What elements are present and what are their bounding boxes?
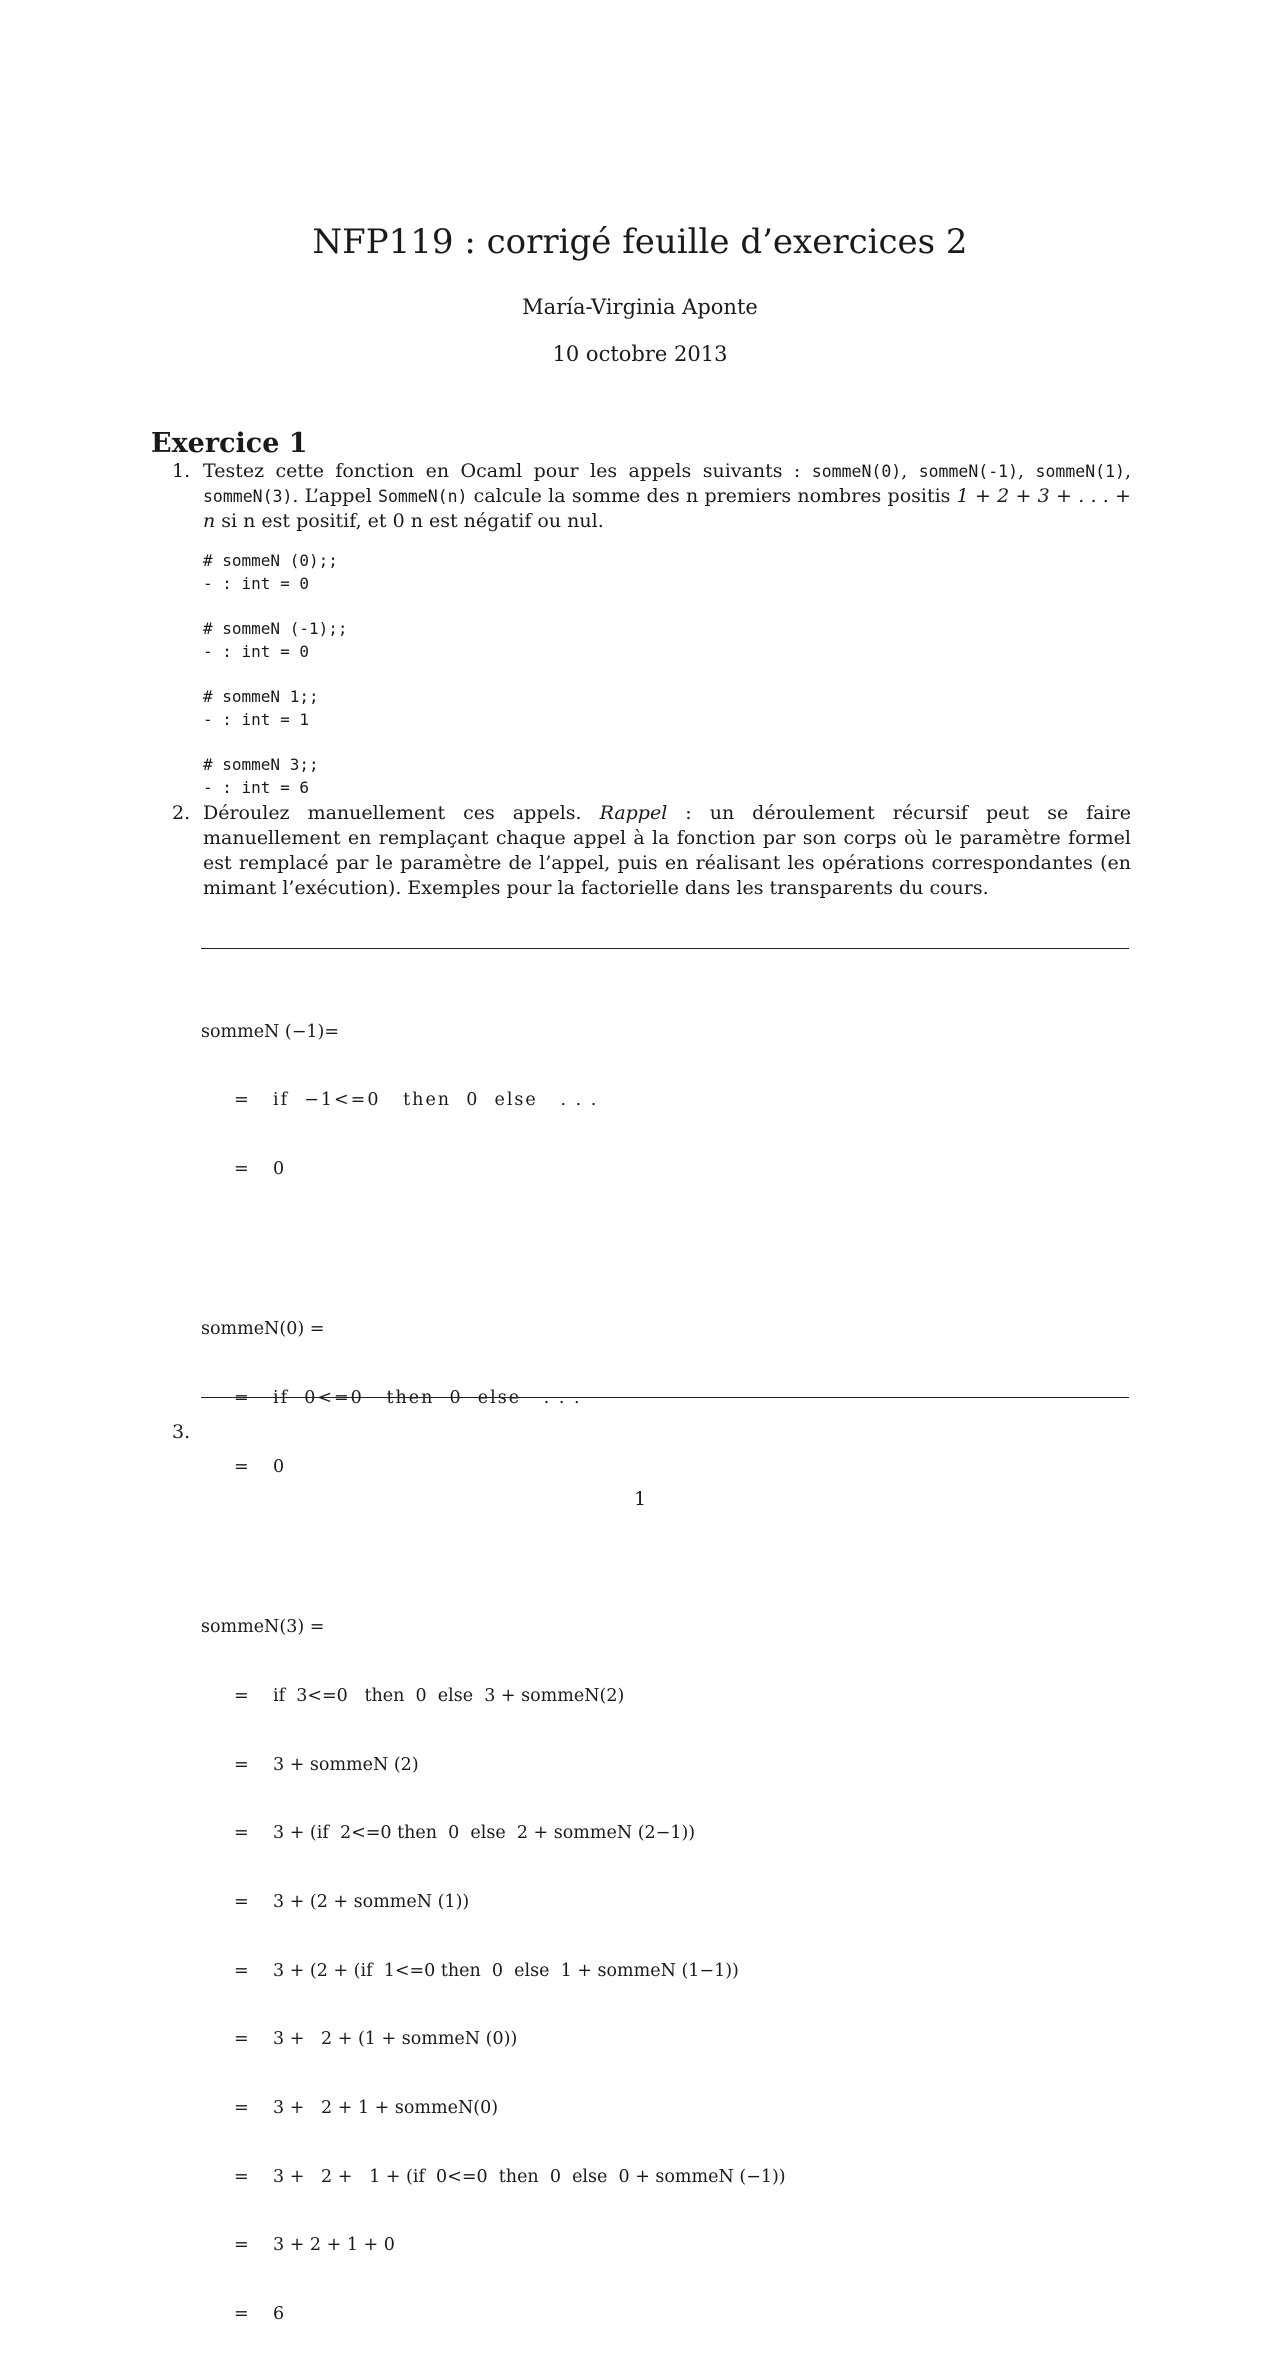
sep: , [901, 460, 919, 482]
equals-sign: = [234, 1891, 249, 1912]
bottom-rule [201, 1397, 1129, 1398]
code-inline: sommeN(3) [203, 487, 293, 506]
sep: , [1124, 460, 1131, 482]
equals-sign: = [234, 1960, 249, 1981]
question-text [203, 801, 1131, 901]
text: Testez cette fonction en Ocaml pour les appels suivants : [203, 460, 812, 482]
listing-line: if −1<=0 then 0 else . . . [273, 1090, 599, 1111]
section-heading: Exercice 1 [151, 428, 308, 459]
derivation-listing [201, 952, 1129, 2372]
code-line: # sommeN (0);; [203, 551, 338, 570]
listing-line: 3 + 2 + 1 + 0 [273, 2235, 395, 2256]
equals-sign: = [234, 1456, 249, 1477]
listing-line: 3 + (2 + (if 1<=0 then 0 else 1 + sommeN (1−1)) [273, 1960, 739, 1981]
code-line: - : int = 0 [203, 641, 309, 661]
listing-line: 0 [273, 1159, 285, 1180]
code-line: # sommeN 1;; [203, 687, 319, 706]
code-line: # sommeN 3;; [203, 755, 319, 774]
code-line: - : int = 0 [203, 573, 309, 593]
question-number: 2. [172, 802, 191, 824]
sep: , [1018, 460, 1036, 482]
equals-sign: = [234, 2098, 249, 2119]
author: María-Virginia Aponte [522, 295, 758, 319]
text: calcule la somme des n premiers nombres positis [467, 485, 957, 507]
equals-sign: = [234, 1388, 249, 1409]
top-rule [201, 948, 1129, 949]
math-expression: 1 + 2 + 3 + . . . + n [203, 485, 1131, 532]
listing-line: 3 + (if 2<=0 then 0 else 2 + sommeN (2−1)) [273, 1823, 696, 1844]
code-line: # sommeN (-1);; [203, 619, 348, 638]
code-inline: sommeN(-1) [918, 462, 1019, 481]
question-number: 3. [172, 1421, 191, 1443]
equals-sign: = [234, 2304, 249, 2325]
listing-head: sommeN(3) = [201, 1617, 325, 1638]
text: L’appel [304, 485, 379, 507]
emphasis: Rappel [599, 802, 668, 824]
toplevel-session-1 [203, 550, 338, 595]
listing-line: 3 + 2 + 1 + sommeN(0) [273, 2098, 499, 2119]
toplevel-session-4 [203, 754, 319, 799]
text: Déroulez manuellement ces appels. [203, 802, 600, 824]
listing-head: sommeN (−1)= [201, 1021, 340, 1042]
equals-sign: = [234, 1685, 249, 1706]
code-line: - : int = 6 [203, 777, 309, 797]
equals-sign: = [234, 1754, 249, 1775]
toplevel-session-2 [203, 618, 348, 663]
toplevel-session-3 [203, 686, 319, 731]
listing-line: if 3<=0 then 0 else 3 + sommeN(2) [273, 1685, 625, 1706]
text: : un déroulement récursif peut se faire manuellement en remplaçant chaque appel à la fonction par son corps où le paramètre formel est remplacé par le paramètre de l’appel, puis en réalisant les opérations correspondantes (en mimant l’exécution). Exemples pour la factorielle dans les transparents du cours. [203, 802, 1131, 899]
code-inline: sommeN(0) [811, 462, 902, 481]
date: 10 octobre 2013 [552, 342, 728, 366]
listing-line: 3 + 2 + (1 + sommeN (0)) [273, 2029, 518, 2050]
code-line: - : int = 1 [203, 709, 309, 729]
code-inline: SommeN(n) [378, 487, 468, 506]
listing-head: sommeN(0) = [201, 1319, 325, 1340]
listing-line: 3 + 2 + 1 + (if 0<=0 then 0 else 0 + sommeN (−1)) [273, 2166, 786, 2187]
code-inline: sommeN(1) [1035, 462, 1125, 481]
period: . [292, 485, 299, 507]
equals-sign: = [234, 1090, 249, 1111]
listing-line: if 0<=0 then 0 else . . . [273, 1388, 582, 1409]
question-text [203, 459, 1131, 534]
text: si n est positif, et 0 n est négatif ou nul. [215, 510, 604, 532]
equals-sign: = [234, 1159, 249, 1180]
equals-sign: = [234, 2166, 249, 2187]
page-number: 1 [633, 1488, 647, 1510]
listing-line: 3 + (2 + sommeN (1)) [273, 1891, 470, 1912]
document-title: NFP119 : corrigé feuille d’exercices 2 [312, 222, 968, 262]
listing-line: 0 [273, 1456, 285, 1477]
equals-sign: = [234, 1823, 249, 1844]
equals-sign: = [234, 2029, 249, 2050]
question-number: 1. [172, 460, 191, 482]
listing-line: 6 [273, 2304, 285, 2325]
listing-line: 3 + sommeN (2) [273, 1754, 419, 1775]
equals-sign: = [234, 2235, 249, 2256]
